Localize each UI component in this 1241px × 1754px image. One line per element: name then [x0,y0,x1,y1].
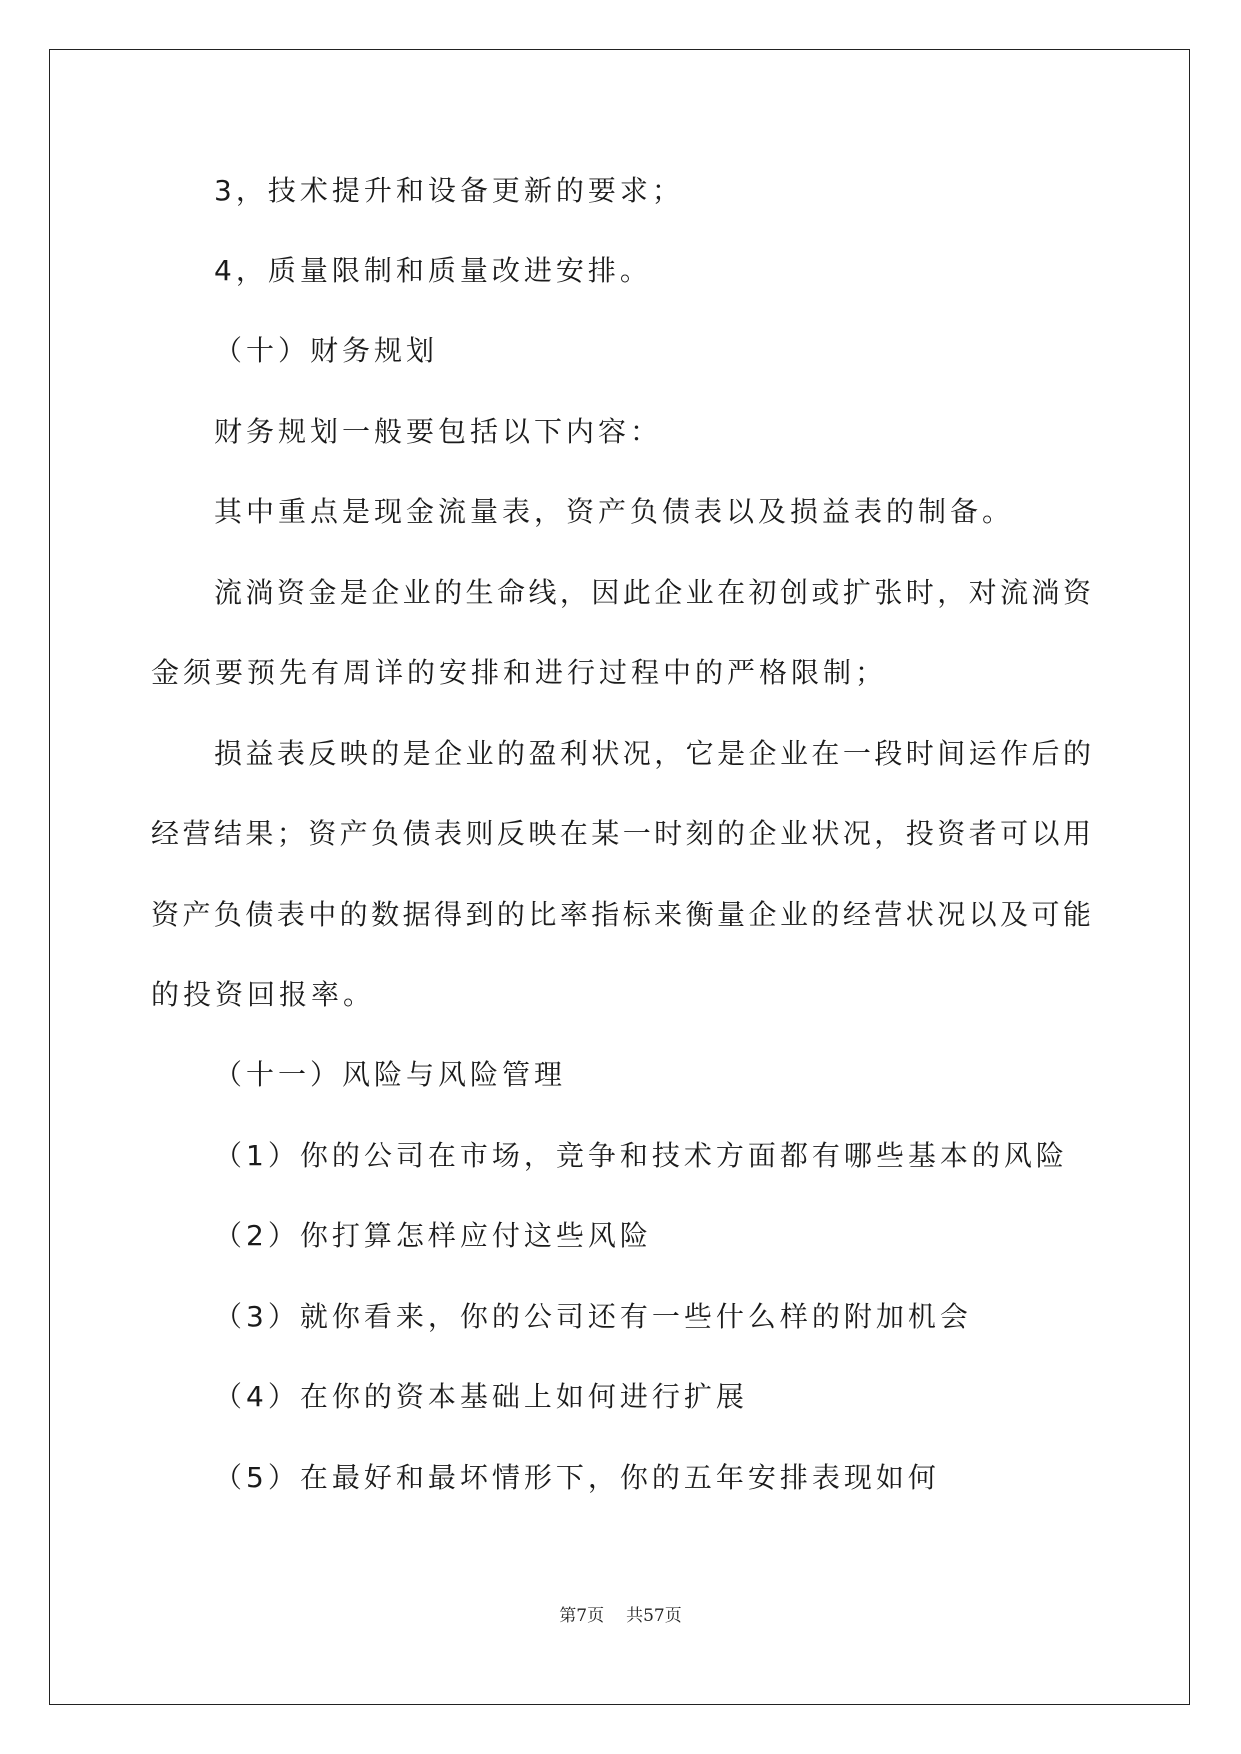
page-number: 第7页 [559,1606,605,1626]
list-item-2: （2）你打算怎样应付这些风险 [214,1219,652,1252]
page-footer [0,1604,1241,1628]
body-line-10: 资产负债表中的数据得到的比率指标来衡量企业的经营状况以及可能 [151,898,1091,931]
list-item-4: （4）在你的资本基础上如何进行扩展 [214,1380,748,1413]
body-line-11: 的投资回报率。 [151,978,376,1011]
body-line-9: 经营结果；资产负债表则反映在某一时刻的企业状况，投资者可以用 [151,817,1091,850]
body-line-1: 3，技术提升和设备更新的要求； [214,174,684,207]
body-line-7: 金须要预先有周详的安排和进行过程中的严格限制； [151,656,888,689]
body-line-4: 财务规划一般要包括以下内容： [214,415,663,448]
list-item-5: （5）在最好和最坏情形下，你的五年安排表现如何 [214,1461,940,1494]
list-item-1: （1）你的公司在市场，竞争和技术方面都有哪些基本的风险 [214,1139,1068,1172]
list-item-3: （3）就你看来，你的公司还有一些什么样的附加机会 [214,1300,972,1333]
section-heading-finance: （十）财务规划 [214,334,439,367]
page-total: 共57页 [626,1606,682,1626]
page-border [49,49,1190,1705]
body-line-2: 4，质量限制和质量改进安排。 [214,254,652,287]
body-line-8: 损益表反映的是企业的盈利状况，它是企业在一段时间运作后的 [214,737,1091,770]
section-heading-risk: （十一）风险与风险管理 [214,1058,567,1091]
body-line-5: 其中重点是现金流量表，资产负债表以及损益表的制备。 [214,495,1015,528]
body-line-6: 流淌资金是企业的生命线，因此企业在初创或扩张时，对流淌资 [214,576,1091,609]
